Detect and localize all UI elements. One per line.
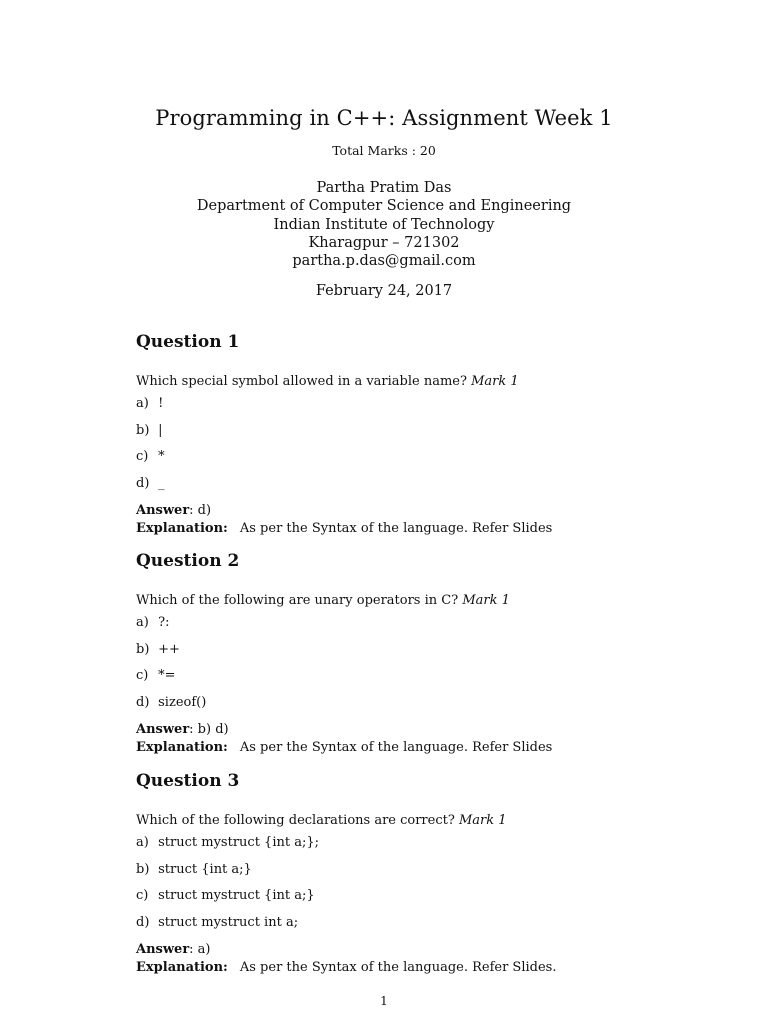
answer-label: Answer — [136, 721, 190, 737]
page-number: 1 — [380, 994, 388, 1008]
option-item — [136, 667, 656, 694]
option-label: a) — [136, 396, 149, 411]
option-item — [136, 887, 656, 914]
answer-line — [136, 721, 656, 739]
option-item — [136, 614, 656, 641]
option-item — [136, 475, 656, 502]
explanation-text: As per the Syntax of the language. Refer Slides. — [239, 959, 557, 975]
total-marks: Total Marks : 20 — [332, 143, 436, 158]
option-label: c) — [136, 888, 149, 904]
answer-label: Answer — [136, 502, 190, 518]
question-text — [136, 813, 656, 828]
option-item — [136, 395, 656, 422]
author-name: Partha Pratim Das — [316, 180, 452, 196]
question-heading: Question 1 — [136, 332, 240, 352]
answer-value: : a) — [189, 941, 211, 957]
option-item — [136, 694, 656, 721]
option-item — [136, 422, 656, 449]
question-mark: Mark 1 — [471, 374, 519, 389]
explanation-text: As per the Syntax of the language. Refer Slides — [239, 520, 553, 536]
author-department: Department of Computer Science and Engineering — [196, 198, 572, 215]
option-text: | — [158, 422, 163, 438]
option-item — [136, 641, 656, 668]
option-text: struct mystruct int a; — [158, 915, 299, 931]
question-heading: Question 3 — [136, 771, 240, 791]
option-text: struct mystruct {int a;} — [158, 888, 315, 904]
option-label: a) — [136, 835, 149, 850]
option-label: b) — [136, 861, 150, 877]
document-date: February 24, 2017 — [315, 283, 453, 299]
document-title: Programming in C++: Assignment Week 1 — [155, 106, 613, 130]
answer-value: : b) d) — [189, 721, 229, 737]
option-item — [136, 448, 656, 475]
question-prompt: Which special symbol allowed in a variable name? — [136, 374, 467, 389]
question-heading: Question 2 — [136, 551, 240, 571]
answer-label: Answer — [136, 941, 190, 957]
option-label: d) — [136, 915, 150, 931]
option-text: ! — [158, 396, 164, 411]
option-text: ++ — [158, 641, 180, 657]
explanation-text: As per the Syntax of the language. Refer Slides — [239, 739, 553, 755]
option-label: b) — [136, 422, 150, 438]
question-mark: Mark 1 — [462, 593, 510, 608]
option-label: d) — [136, 476, 150, 492]
option-label: c) — [136, 668, 149, 684]
answer-value: : d) — [189, 502, 212, 518]
explanation-label: Explanation: — [136, 959, 228, 975]
explanation-line — [136, 739, 656, 757]
option-text: struct {int a;} — [158, 861, 252, 877]
explanation-line — [136, 520, 656, 538]
option-item — [136, 834, 656, 861]
answer-line — [136, 502, 656, 520]
author-block — [0, 179, 768, 270]
option-text: sizeof() — [158, 695, 207, 711]
option-label: b) — [136, 641, 150, 657]
question-text — [136, 374, 656, 389]
question-2 — [136, 551, 656, 757]
question-text — [136, 593, 656, 608]
option-text: struct mystruct {int a;}; — [158, 835, 319, 850]
author-email: partha.p.das@gmail.com — [292, 253, 476, 270]
option-label: c) — [136, 449, 149, 465]
option-list — [136, 614, 656, 721]
explanation-line — [136, 959, 656, 977]
option-text: _ — [158, 476, 165, 492]
option-item — [136, 861, 656, 888]
question-3 — [136, 771, 656, 977]
answer-line — [136, 941, 656, 959]
question-mark: Mark 1 — [458, 813, 507, 828]
option-text: *= — [158, 668, 176, 684]
explanation-label: Explanation: — [136, 739, 228, 755]
option-item — [136, 914, 656, 941]
question-prompt: Which of the following declarations are correct? — [136, 813, 455, 828]
option-label: d) — [136, 695, 150, 711]
author-location: Kharagpur – 721302 — [308, 234, 460, 251]
option-text: ?: — [158, 615, 170, 630]
option-list — [136, 395, 656, 502]
author-institute: Indian Institute of Technology — [273, 216, 495, 233]
option-text: * — [158, 449, 165, 465]
question-1 — [136, 332, 656, 538]
explanation-label: Explanation: — [136, 520, 228, 536]
question-prompt: Which of the following are unary operators in C? — [136, 593, 459, 608]
option-list — [136, 834, 656, 941]
option-label: a) — [136, 615, 149, 630]
